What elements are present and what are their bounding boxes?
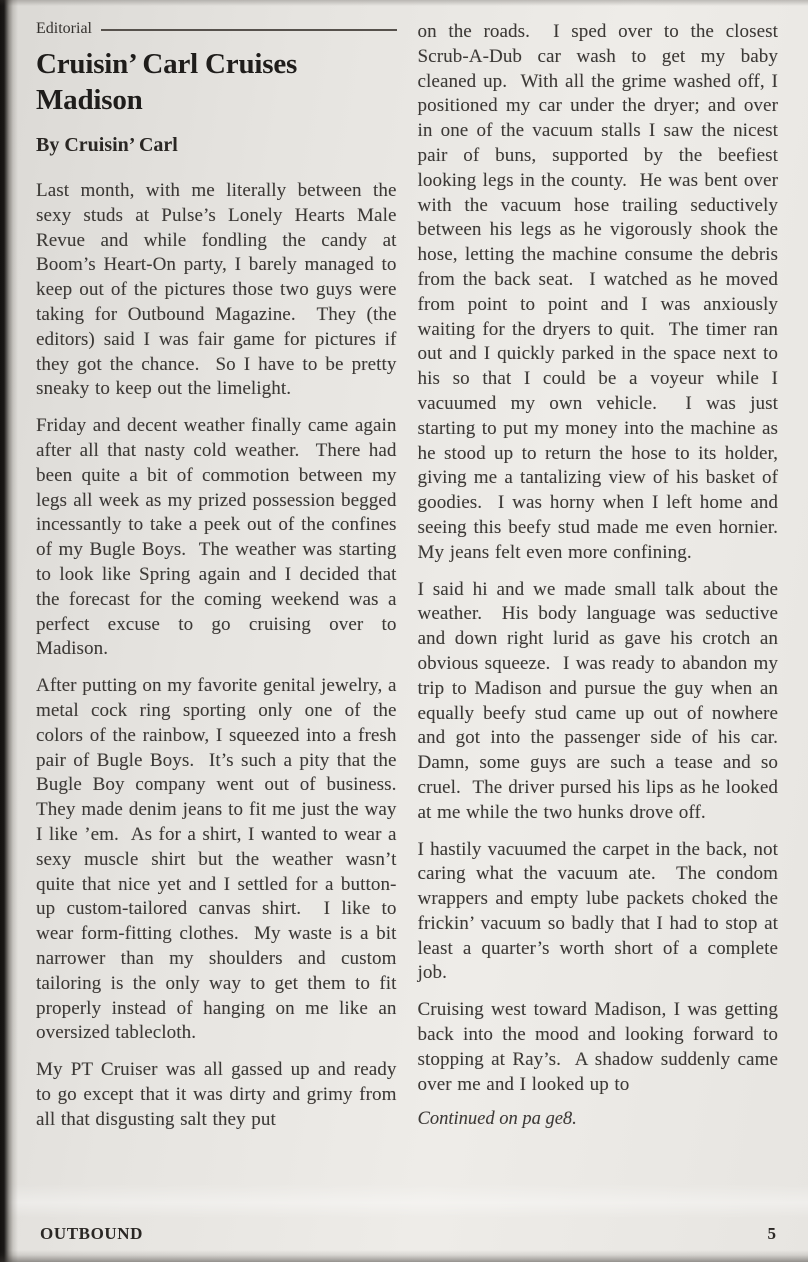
paragraph: on the roads. I sped over to the closest Scrub-A-Dub car wash to get my baby cleaned up. With all the grime washed off, I positioned my car under the dryer; and over in one of the vacuum stalls I saw the nicest pair of buns, supported by the beefiest looking legs in the county. He was bent over with the vacuum hose trailing seductively between his legs as he vigorously shook the hose, letting the machine consume the debris from the back seat. I watched as he moved from point to point and I was anxiously waiting for the dryers to quit. The timer ran out and I quickly parked in the space next to his so that I could be a voyeur while I vacuumed my own vehicle. I was just starting to put my money into the machine as he stood up to return the hose to its holder, giving me a tantalizing view of his basket of goodies. I was horny when I left home and seeing this beefy stud made me even hornier. My jeans felt even more confining.	[417, 21, 790, 563]
page-number: 5	[767, 1224, 776, 1243]
right-column	[417, 20, 790, 1144]
section-label: Editorial	[36, 20, 92, 37]
paragraph: Friday and decent weather finally came again after all that nasty cold weather. There had been quite a bit of commotion between my legs all week as my prized possession begged incessantly to take a peek out of the confines of my Bugle Boys. The weather was starting to look like Spring again and I decided that the forecast for the coming weekend was a perfect excuse to go cruising over to Madison.	[36, 415, 403, 660]
scan-edge-bottom	[0, 1250, 808, 1262]
paragraph: I hastily vacuumed the carpet in the back, not caring what the vacuum ate. The condom wrappers and empty lube packets choked the frickin’ vacuum so badly that I had to stop at least a quarter’s worth short of a complete job.	[417, 838, 784, 984]
scan-edge-top	[0, 0, 808, 6]
left-column	[36, 20, 408, 1144]
magazine-name: OUTBOUND	[40, 1224, 144, 1243]
article-title-line-1: Cruisin’ Carl Cruises	[36, 48, 298, 80]
paragraph: I said hi and we made small talk about the weather. His body language was seductive and down right lurid as gave his crotch an obvious squeeze. I was ready to abandon my trip to Madison and pursue the guy when an equally beefy stud came up out of nowhere and got into the passenger side of his car. Damn, some guys are such a tease and so cruel. The driver pursed his lips as he looked at me while the two hunks drove off.	[417, 578, 790, 823]
page-content	[36, 20, 790, 1144]
article-title-line-2: Madison	[36, 84, 143, 116]
byline-author: Cruisin’ Carl	[64, 134, 178, 156]
scan-light-band	[0, 1184, 808, 1218]
header-rule	[101, 29, 397, 31]
paragraph: Cruising west toward Madison, I was getting back into the mood and looking forward to stopping at Ray’s. A shadow suddenly came over me and I looked up to	[417, 999, 784, 1095]
byline	[36, 134, 397, 157]
scan-edge-left	[0, 0, 18, 1262]
paragraph: My PT Cruiser was all gassed up and ready to go except that it was dirty and grimy from all that disgusting salt they put	[36, 1059, 403, 1130]
paragraph: After putting on my favorite genital jewelry, a metal cock ring sporting only one of the colors of the rainbow, I squeezed into a fresh pair of Bugle Boys. It’s such a pity that the Bugle Boy company went out of business. They made denim jeans to fit me just the way I like ’em. As for a shirt, I wanted to wear a sexy muscle shirt but the weather wasn’t quite that nice yet and I settled for a button-up custom-tailored canvas shirt. I like to wear form-fitting clothes. My waste is a bit narrower than my shoulders and custom tailoring is the only way to get them to fit properly instead of hanging on me like an oversized tablecloth.	[36, 675, 408, 1044]
paragraph: Last month, with me literally between the sexy studs at Pulse’s Lonely Hearts Male Revue and while fondling the candy at Boom’s Heart-On party, I barely managed to keep out of the pictures those two guys were taking for Outbound Magazine. They (the editors) said I was fair game for pictures if they got the chance. So I have to be pretty sneaky to keep out the limelight.	[36, 180, 403, 400]
continued-note: Continued on pa ge8.	[417, 1109, 577, 1130]
page-footer	[40, 1224, 776, 1244]
byline-prefix: By	[36, 134, 60, 156]
article-title	[36, 46, 397, 118]
section-header	[36, 20, 397, 38]
